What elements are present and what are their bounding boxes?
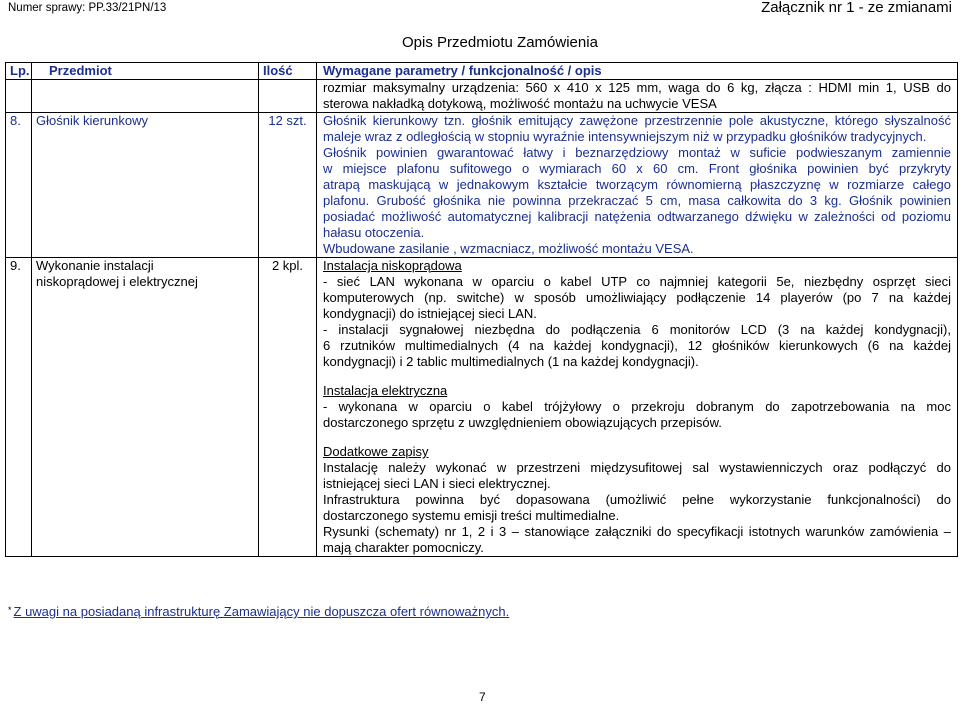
row-item: [32, 80, 259, 113]
row-item: [32, 258, 259, 557]
description-line: Głośnik kierunkowy tzn. głośnik emitujący zawężone przestrzennie pole akustyczne, którego słyszalność: [323, 113, 951, 128]
description-line: - sieć LAN wykonana w oparciu o kabel UTP co najmniej kategorii 5e, niezbędny osprzęt sieci: [323, 274, 951, 289]
description-line: maleje wraz z odległością w stopniu wyraźnie intensywniejszym niż w przypadku głośników tradycyjnych.: [323, 129, 927, 144]
row-item-line: niskoprądowej i elektrycznej: [36, 274, 198, 289]
table-row: [6, 258, 958, 557]
description-line: rozmiar maksymalny urządzenia: 560 x 410 x 125 mm, waga do 6 kg, złącza : HDMI min 1, USB do: [323, 80, 951, 95]
section-heading: Instalacja niskoprądowa: [323, 258, 462, 273]
description-section: [323, 383, 951, 431]
description-line: w miejsce plafonu sufitowego o wymiarach 60 x 60 cm. Front głośnika powinien być przykryty: [323, 161, 951, 176]
column-header-item: Przedmiot: [32, 63, 259, 80]
row-number: 8.: [6, 113, 32, 258]
description-line: 6 rzutników multimedialnych (4 na każdej kondygnacji), 12 głośników kierunkowych (6 na każdej: [323, 338, 951, 353]
description-paragraph: [323, 322, 951, 370]
table-row: [6, 113, 958, 258]
description-section: [323, 258, 951, 370]
description-line: atrapą maskującą w jednakowym kształcie tworzącym równomierną płaszczyznę w rozmiarze całego: [323, 177, 951, 192]
description-line: hałasu otoczenia.: [323, 225, 425, 240]
description-line: kondygnacji) do istniejącej sieci LAN.: [323, 306, 537, 321]
description-paragraph: [323, 399, 951, 431]
row-quantity: 2 kpl.: [259, 258, 317, 557]
row-quantity: 12 szt.: [259, 113, 317, 258]
description-section: [323, 444, 951, 556]
description-line: plafonu. Grubość głośnika nie powinna przekraczać 5 cm, masa całkowita do 3 kg. Głośnik powinien: [323, 193, 951, 208]
description-paragraph: [323, 460, 951, 492]
description-line: - wykonana w oparciu o kabel trójżyłowy o przekroju dobranym do zapotrzebowania na moc: [323, 399, 951, 414]
description-line: istniejącej sieci LAN i sieci elektrycznej.: [323, 476, 551, 491]
description-paragraph: [323, 274, 951, 322]
table-row: [6, 80, 958, 113]
column-header-lp: Lp.: [6, 63, 32, 80]
case-number-label: Numer sprawy: PP.33/21PN/13: [8, 2, 167, 14]
description-line: Instalację należy wykonać w przestrzeni międzysufitowej sal wystawienniczych oraz podłączyć do: [323, 460, 951, 475]
footnote-marker: *: [8, 605, 12, 615]
description-line: posiadać możliwość automatycznej kalibracji natężenia odtwarzanego dźwięku w zależności od poziomu: [323, 209, 951, 224]
description-line: Wbudowane zasilanie , wzmacniacz, możliwość montażu VESA.: [323, 241, 694, 256]
description-line: Głośnik powinien gwarantować łatwy i beznarzędziowy montaż w suficie podwieszanym zamiennie: [323, 145, 951, 160]
description-paragraph: [323, 241, 951, 257]
page-title: Opis Przedmiotu Zamówienia: [402, 34, 598, 51]
row-item: [32, 113, 259, 258]
table-header-row: [6, 63, 958, 80]
description-paragraph: [323, 492, 951, 524]
row-number: [6, 80, 32, 113]
description-paragraph: [323, 80, 951, 112]
description-line: sterowa nakładką dotykową, możliwość montażu na uchwycie VESA: [323, 96, 717, 111]
column-header-description: Wymagane parametry / funkcjonalność / opis: [317, 63, 958, 80]
description-line: mają charakter pomocniczy.: [323, 540, 484, 555]
row-number: 9.: [6, 258, 32, 557]
description-line: Rysunki (schematy) nr 1, 2 i 3 – stanowiące załączniki do specyfikacji istotnych warunków zamówienia –: [323, 524, 951, 539]
page-number: 7: [479, 690, 486, 704]
row-item-line: Wykonanie instalacji: [36, 258, 154, 273]
description-line: - instalacji sygnałowej niezbędna do podłączenia 6 monitorów LCD (3 na każdej kondygnacji),: [323, 322, 951, 337]
row-item-line: Głośnik kierunkowy: [36, 113, 148, 128]
description-paragraph: [323, 524, 951, 556]
description-line: kondygnacji) i 2 tablic multimedialnych (1 na każdej kondygnacji).: [323, 354, 699, 369]
description-section: [323, 113, 951, 257]
column-header-quantity: Ilość: [259, 63, 317, 80]
row-description: [317, 113, 958, 258]
description-paragraph: [323, 113, 951, 145]
description-paragraph: [323, 145, 951, 241]
footnote: [8, 604, 509, 620]
requirements-table: [5, 62, 958, 557]
section-heading: Dodatkowe zapisy: [323, 444, 429, 459]
row-description: [317, 80, 958, 113]
row-description: [317, 258, 958, 557]
description-line: dostarczonego systemu emisji treści multimedialne.: [323, 508, 620, 523]
footnote-text: Z uwagi na posiadaną infrastrukturę Zamawiający nie dopuszcza ofert równoważnych.: [13, 604, 510, 619]
attachment-label: Załącznik nr 1 - ze zmianami: [761, 0, 952, 16]
description-section: [323, 80, 951, 112]
description-line: Infrastruktura powinna być dopasowana (umożliwić pełne wykorzystanie funkcjonalności) do: [323, 492, 951, 507]
section-heading: Instalacja elektryczna: [323, 383, 448, 398]
description-line: dostarczonego sprzętu z uwzględnieniem obowiązujących przepisów.: [323, 415, 722, 430]
description-line: komputerowych (np. switche) w sposób umożliwiający podłączenie 14 playerów (po 7 na każdej: [323, 290, 951, 305]
row-quantity: [259, 80, 317, 113]
table-body: [6, 80, 958, 557]
